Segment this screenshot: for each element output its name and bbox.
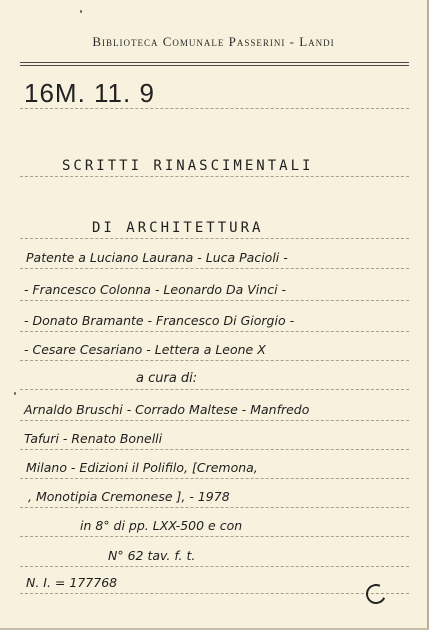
shelfmark: 16M. 11. 9 bbox=[24, 78, 155, 108]
accession-number: N. I. = 177768 bbox=[26, 575, 118, 590]
contents-line-3: - Donato Bramante - Francesco Di Giorgio - bbox=[24, 313, 295, 328]
physical-description-2: N° 62 tav. f. t. bbox=[108, 548, 196, 563]
contents-line-2: - Francesco Colonna - Leonardo Da Vinci - bbox=[24, 282, 287, 297]
title-line-1: SCRITTI RINASCIMENTALI bbox=[62, 158, 314, 174]
ruled-line bbox=[20, 389, 409, 390]
contents-line-4: - Cesare Cesariano - Lettera a Leone X bbox=[24, 342, 266, 357]
header-rule bbox=[20, 62, 409, 63]
ruled-line bbox=[20, 331, 409, 332]
ruled-line bbox=[20, 507, 409, 508]
editors-line-2: Tafuri - Renato Bonelli bbox=[24, 431, 163, 446]
ruled-line bbox=[20, 420, 409, 421]
ruled-line bbox=[20, 566, 409, 567]
ruled-line bbox=[20, 108, 409, 109]
ruled-line bbox=[20, 176, 409, 177]
ruled-line bbox=[20, 268, 409, 269]
editors-line-1: Arnaldo Bruschi - Corrado Maltese - Manfredo bbox=[24, 402, 310, 417]
ruled-line bbox=[20, 593, 409, 594]
contents-line-1: Patente a Luciano Laurana - Luca Pacioli - bbox=[26, 250, 288, 265]
paper-speck bbox=[80, 10, 82, 13]
ruled-line bbox=[20, 536, 409, 537]
imprint-line-2: , Monotipia Cremonese ], - 1978 bbox=[28, 489, 230, 504]
imprint-line-1: Milano - Edizioni il Polifilo, [Cremona, bbox=[26, 460, 258, 475]
paper-speck bbox=[14, 392, 16, 395]
ruled-line bbox=[20, 360, 409, 361]
cataloguer-mark bbox=[363, 581, 389, 607]
ruled-line bbox=[20, 478, 409, 479]
ruled-line bbox=[20, 449, 409, 450]
curated-by: a cura di: bbox=[136, 371, 198, 386]
ruled-line bbox=[20, 300, 409, 301]
title-line-2: DI ARCHITETTURA bbox=[92, 220, 264, 236]
ruled-line bbox=[20, 238, 409, 239]
physical-description-1: in 8° di pp. LXX-500 e con bbox=[80, 518, 243, 533]
header-rule bbox=[20, 65, 409, 66]
library-header: Biblioteca Comunale Passerini - Landi bbox=[92, 34, 335, 49]
